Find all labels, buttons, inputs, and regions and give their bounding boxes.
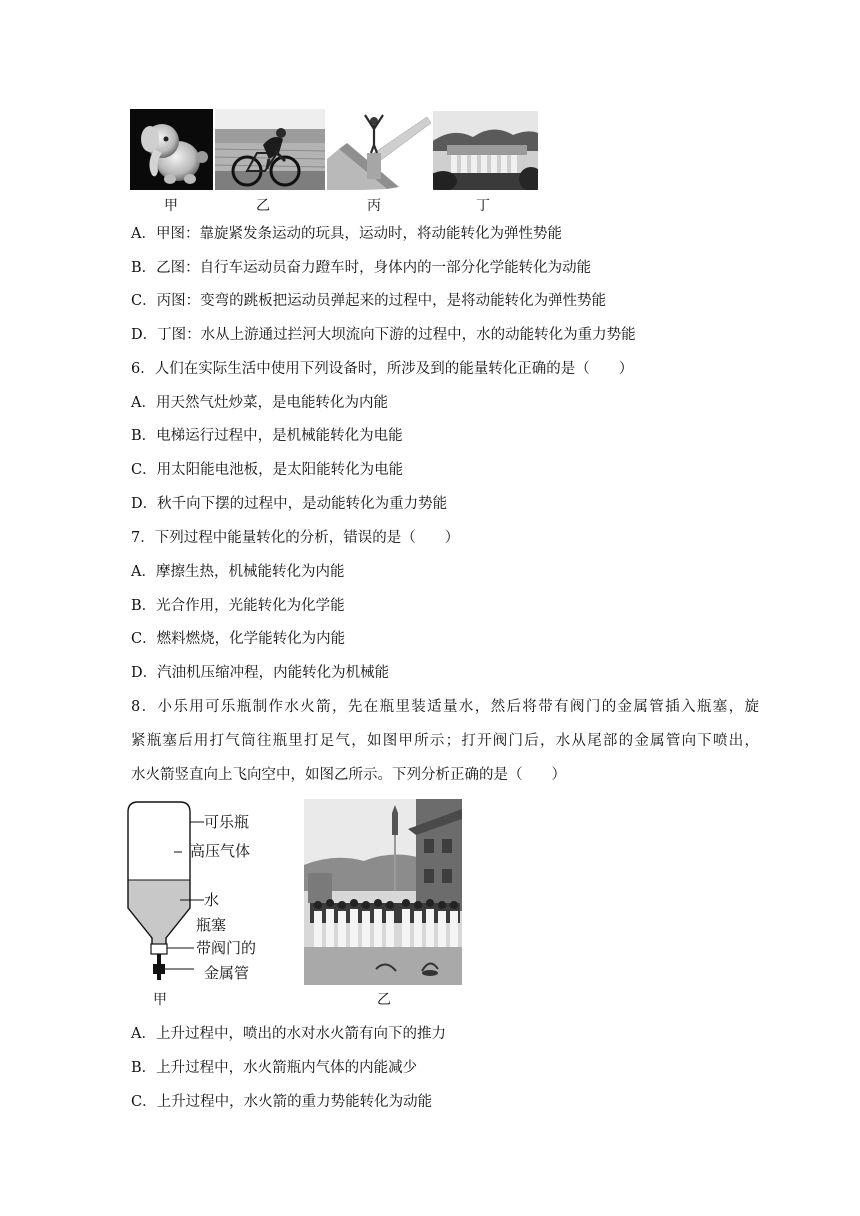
label-valve: 带阀门的	[196, 939, 257, 957]
dam-photo	[433, 111, 538, 190]
figure-caption-yi: 乙	[256, 198, 270, 214]
q6-option-b: B．电梯运行过程中，是机械能转化为电能	[131, 428, 403, 444]
q6-option-a: A．用天然气灶炒菜，是电能转化为内能	[131, 395, 388, 411]
q8-stem-line-2: 紧瓶塞后用打气筒往瓶里打足气，如图甲所示；打开阀门后，水从尾部的金属管向下喷出，	[131, 733, 759, 749]
toy-elephant-photo	[130, 109, 213, 190]
label-stopper: 瓶塞	[196, 916, 227, 934]
q5-option-c: C．丙图：变弯的跳板把运动员弹起来的过程中，是将动能转化为弹性势能	[131, 293, 607, 309]
diver-photo	[327, 109, 431, 190]
q8-option-b: B．上升过程中，水火箭瓶内气体的内能减少	[131, 1060, 418, 1076]
q7-stem: 7．下列过程中能量转化的分析，错误的是（ ）	[131, 530, 460, 546]
q5-option-d: D．丁图：水从上游通过拦河大坝流向下游的过程中，水的动能转化为重力势能	[131, 327, 636, 343]
figure-caption-jia: 甲	[164, 198, 178, 214]
label-water: 水	[204, 891, 220, 909]
q8-option-c: C．上升过程中，水火箭的重力势能转化为动能	[131, 1094, 433, 1110]
label-metal-tube: 金属管	[204, 964, 250, 982]
q8-option-a: A．上升过程中，喷出的水对水火箭有向下的推力	[131, 1026, 446, 1042]
label-high-pressure-gas: 高压气体	[190, 842, 251, 860]
label-cola-bottle: 可乐瓶	[204, 813, 250, 831]
q5-option-a: A．甲图：靠旋紧发条运动的玩具，运动时，将动能转化为弹性势能	[131, 226, 562, 242]
q6-stem: 6．人们在实际生活中使用下列设备时，所涉及到的能量转化正确的是（ ）	[131, 361, 634, 377]
q6-option-c: C．用太阳能电池板，是太阳能转化为电能	[131, 462, 404, 478]
cyclist-photo	[215, 109, 325, 190]
bottle-drawing	[124, 798, 204, 988]
q7-option-c: C．燃料燃烧，化学能转化为内能	[131, 631, 346, 647]
rocket-launch-photo	[304, 799, 462, 985]
figure-caption-ding: 丁	[476, 198, 490, 214]
q5-option-b: B．乙图：自行车运动员奋力蹬车时，身体内的一部分化学能转化为动能	[131, 260, 592, 276]
q7-option-a: A．摩擦生热，机械能转化为内能	[131, 564, 345, 580]
q8-stem-line-1: 8．小乐用可乐瓶制作水火箭，先在瓶里装适量水，然后将带有阀门的金属管插入瓶塞，旋	[131, 699, 759, 715]
figure-caption-jia-2: 甲	[153, 992, 167, 1008]
q7-option-b: B．光合作用，光能转化为化学能	[131, 598, 345, 614]
q6-option-d: D．秋千向下摆的过程中，是动能转化为重力势能	[131, 496, 448, 512]
figure-caption-yi-2: 乙	[377, 992, 391, 1008]
figure-caption-bing: 丙	[367, 198, 381, 214]
q8-stem-line-3: 水火箭竖直向上飞向空中，如图乙所示。下列分析正确的是（ ）	[131, 767, 566, 783]
q7-option-d: D．汽油机压缩冲程，内能转化为机械能	[131, 665, 390, 681]
